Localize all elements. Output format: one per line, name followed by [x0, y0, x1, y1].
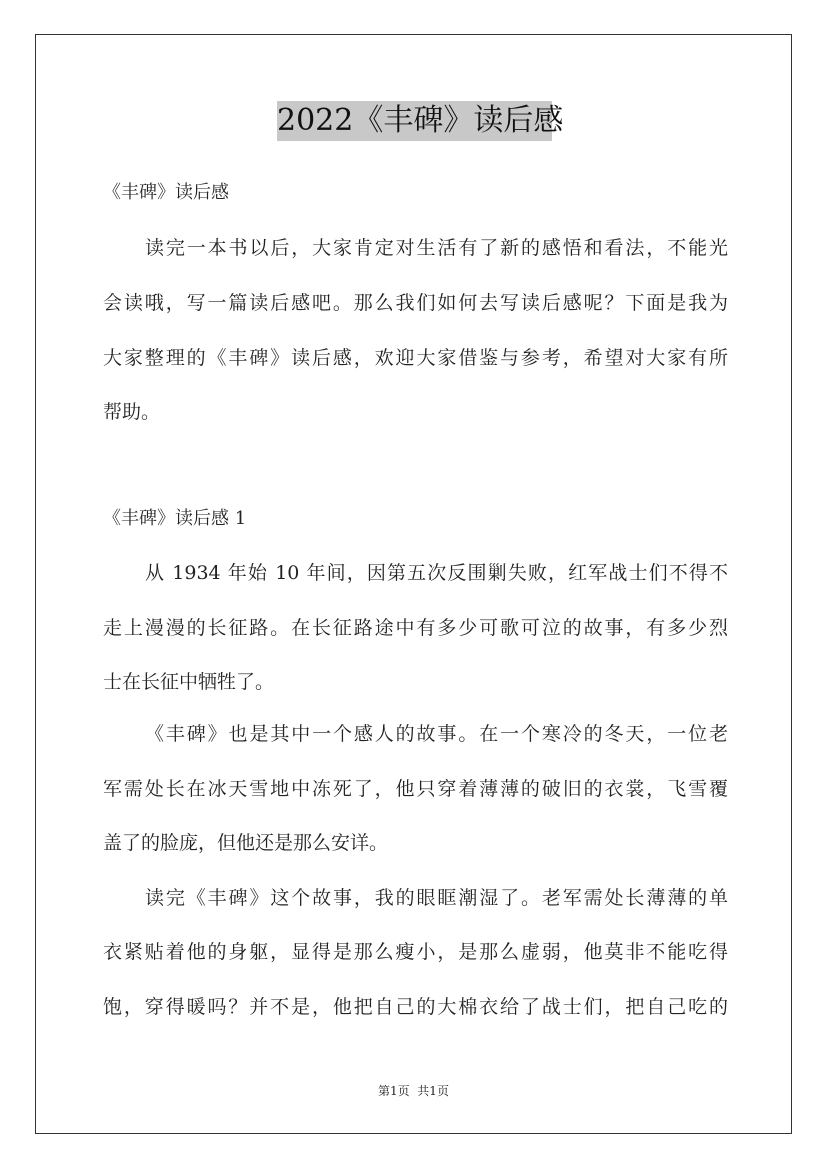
- section-heading: 《丰碑》读后感: [103, 182, 229, 203]
- intro-line: 读完一本书以后，大家肯定对生活有了新的感悟和看法，不能光: [145, 237, 728, 259]
- paragraph-line: 衣紧贴着他的身躯，显得是那么瘦小，是那么虚弱，他莫非不能吃得: [103, 941, 728, 963]
- paragraph-line: 读完《丰碑》这个故事，我的眼眶潮湿了。老军需处长薄薄的单: [145, 887, 728, 909]
- paragraph-line: 从 1934 年始 10 年间，因第五次反围剿失败，红军战士们不得不: [145, 562, 728, 584]
- intro-line: 帮助。: [103, 401, 161, 423]
- page-number: 第1页 共1页: [378, 1084, 449, 1098]
- paragraph-line: 饱，穿得暖吗？并不是，他把自己的大棉衣给了战士们，把自己吃的: [103, 996, 728, 1018]
- paragraph-line: 士在长征中牺牲了。: [103, 671, 275, 693]
- paragraph-line: 军需处长在冰天雪地中冻死了，他只穿着薄薄的破旧的衣裳，飞雪覆: [103, 778, 728, 800]
- paragraph-line: 《丰碑》也是其中一个感人的故事。在一个寒冷的冬天，一位老: [145, 723, 728, 745]
- intro-line: 大家整理的《丰碑》读后感，欢迎大家借鉴与参考，希望对大家有所: [103, 347, 728, 369]
- paragraph-line: 走上漫漫的长征路。在长征路途中有多少可歌可泣的故事，有多少烈: [103, 617, 728, 639]
- essay-heading: 《丰碑》读后感 1: [103, 508, 247, 529]
- document-title: 2022《丰碑》读后感: [277, 101, 552, 141]
- paragraph-line: 盖了的脸庞，但他还是那么安详。: [103, 832, 389, 854]
- intro-line: 会读哦，写一篇读后感吧。那么我们如何去写读后感呢？下面是我为: [103, 292, 728, 314]
